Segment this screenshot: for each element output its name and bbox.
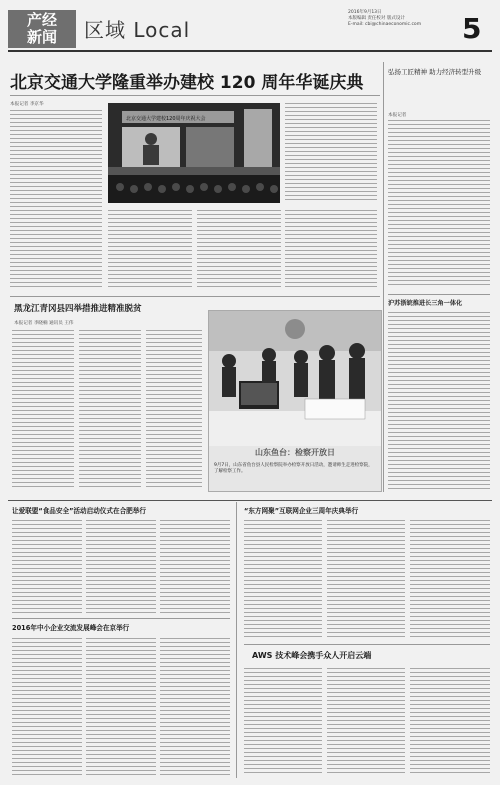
ceremony-photo-image: [108, 103, 280, 203]
lower-right-divider: [244, 644, 490, 645]
headline-underline: [10, 95, 380, 96]
lower-center-divider: [236, 502, 237, 778]
aws-col-2: [327, 668, 405, 776]
heilongjiang-col-1: [12, 330, 74, 490]
industry-headline: 2016年中小企业交流发展峰会在京举行: [12, 624, 130, 632]
section-title-en: Local: [133, 18, 191, 42]
dongfang-col-1: [244, 520, 322, 638]
logo-line-2: 新闻: [26, 28, 57, 46]
meta-editors: 本版编辑 责任校对 版式设计: [348, 16, 405, 21]
section-title-cn: 区域: [84, 18, 126, 42]
right-column-divider: [383, 62, 384, 492]
side-article-text: [388, 120, 490, 288]
shandong-caption-title: 山东鱼台：检察开放日: [255, 448, 335, 457]
hall-screen-text: 北京交通大学建校120周年庆祝大会: [126, 116, 206, 122]
hefei-col-2: [86, 520, 156, 615]
side2-headline: 沪苏浙皖推进长三角一体化: [388, 300, 463, 307]
lower-left-divider: [12, 618, 230, 619]
main-article-col-3: [108, 210, 192, 288]
main-article-col-1: [10, 110, 102, 288]
page-number: 5: [462, 12, 482, 45]
main-article-col-2: [285, 103, 377, 203]
side-divider: [388, 294, 490, 295]
hefei-col-1: [12, 520, 82, 615]
side-headline: [388, 68, 490, 77]
shandong-feature: [208, 310, 382, 492]
meta-email: E-mail: cbi@chinaeconomic.com: [348, 22, 422, 27]
side-headline-text: 弘扬工匠精神 助力经济转型升级: [388, 68, 482, 76]
aws-col-3: [410, 668, 490, 776]
heilongjiang-headline: 黑龙江青冈县四举措推进精准脱贫: [14, 304, 142, 314]
dongfang-col-3: [410, 520, 490, 638]
dongfang-col-2: [327, 520, 405, 638]
section-divider-1: [10, 296, 380, 297]
shandong-photo: [209, 311, 381, 446]
masthead-rule: [8, 50, 492, 52]
aws-headline: AWS 技术峰会携手众人开启云端: [252, 651, 372, 660]
industry-col-3: [160, 638, 230, 776]
dongfang-headline: “东方网聚”互联网企业三周年庆典举行: [244, 507, 359, 515]
main-article-col-5: [285, 210, 377, 288]
side2-article-text: [388, 312, 490, 490]
heilongjiang-col-2: [79, 330, 141, 490]
industry-col-2: [86, 638, 156, 776]
newspaper-logo: [8, 10, 76, 48]
main-article-col-4: [197, 210, 281, 288]
aws-col-1: [244, 668, 322, 776]
logo-line-1: 产经: [26, 11, 57, 29]
shandong-caption: 9月7日，山东省鱼台县人民检察院举办检察开放日活动，邀请师生走进检察院，了解检察工作。: [214, 463, 373, 474]
main-headline: 北京交通大学隆重举办建校 120 周年华诞庆典: [10, 73, 364, 93]
hefei-headline: 让爱联盟“食品安全”活动启动仪式在合肥举行: [12, 507, 146, 515]
industry-col-1: [12, 638, 82, 776]
section-title: [84, 14, 190, 43]
lower-rule: [8, 500, 492, 501]
side-byline: 本报记者: [388, 113, 407, 118]
main-byline: 本报记者 李京华: [10, 102, 44, 107]
heilongjiang-col-3: [146, 330, 202, 490]
hefei-col-3: [160, 520, 230, 615]
meta-date: 2016年9月13日: [348, 10, 382, 15]
header-meta: [348, 10, 456, 28]
heilongjiang-byline: 本报记者 李晓楠 通讯员 王伟: [14, 321, 74, 326]
ceremony-photo: [108, 103, 280, 203]
